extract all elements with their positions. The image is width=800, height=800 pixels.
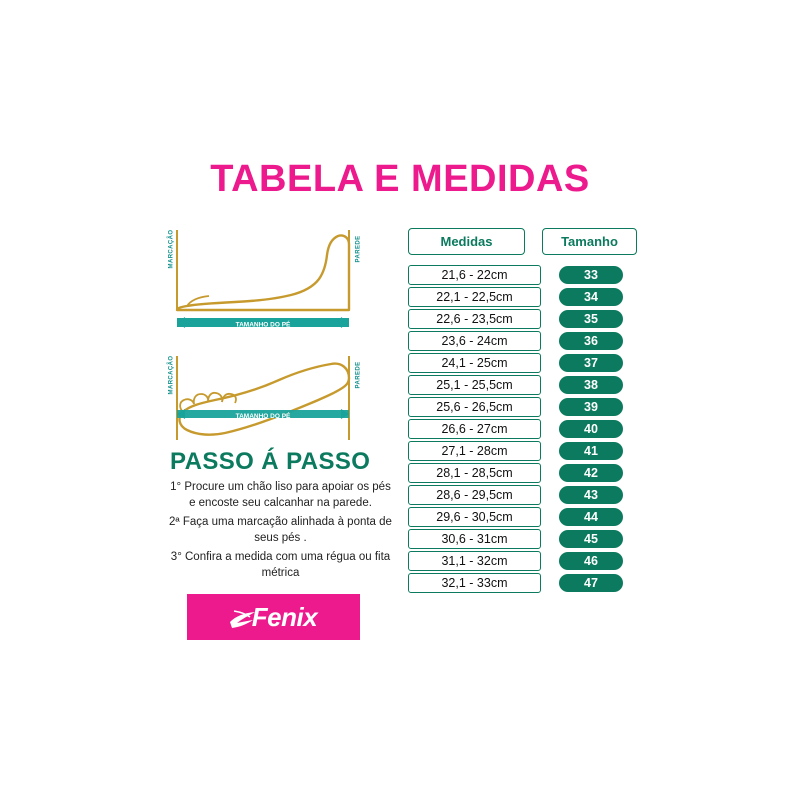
svg-text:TAMANHO DO PÉ: TAMANHO DO PÉ xyxy=(235,413,291,421)
cell-tamanho: 38 xyxy=(559,376,623,394)
svg-text:TAMANHO DO PÉ: TAMANHO DO PÉ xyxy=(235,321,291,329)
foot-diagram-top xyxy=(163,348,363,460)
cell-tamanho: 37 xyxy=(559,354,623,372)
cell-tamanho: 46 xyxy=(559,552,623,570)
cell-tamanho: 45 xyxy=(559,530,623,548)
passo-a-passo-heading: PASSO Á PASSO xyxy=(170,448,371,475)
table-row xyxy=(408,419,638,439)
passo-a-passo-list xyxy=(168,480,393,585)
table-row xyxy=(408,551,638,571)
marcacao-label-bottom: MARCAÇÃO xyxy=(168,355,175,395)
size-table xyxy=(408,228,638,595)
cell-medida: 22,1 - 22,5cm xyxy=(408,287,541,307)
table-row xyxy=(408,573,638,593)
passo-step-1 xyxy=(168,480,393,511)
cell-medida: 28,6 - 29,5cm xyxy=(408,485,541,505)
table-row xyxy=(408,287,638,307)
table-row xyxy=(408,309,638,329)
foot-side-svg xyxy=(163,222,363,334)
parede-label-top: PAREDE xyxy=(355,235,362,263)
table-header-medidas: Medidas xyxy=(408,228,525,255)
marcacao-label-top: MARCAÇÃO xyxy=(168,229,175,269)
passo-step-1-number: 1° xyxy=(170,481,182,493)
passo-step-1-text: Procure um chão liso para apoiar os pés e encoste seu calcanhar na parede. xyxy=(184,481,391,509)
cell-tamanho: 39 xyxy=(559,398,623,416)
passo-step-2-number: 2ª xyxy=(169,516,180,528)
cell-tamanho: 36 xyxy=(559,332,623,350)
table-header-row xyxy=(408,228,638,255)
page-title: TABELA E MEDIDAS xyxy=(210,158,590,200)
foot-diagram-side xyxy=(163,222,363,334)
brand-logo xyxy=(187,594,360,640)
cell-medida: 26,6 - 27cm xyxy=(408,419,541,439)
table-row xyxy=(408,331,638,351)
cell-tamanho: 33 xyxy=(559,266,623,284)
cell-medida: 29,6 - 30,5cm xyxy=(408,507,541,527)
cell-medida: 31,1 - 32cm xyxy=(408,551,541,571)
table-row xyxy=(408,265,638,285)
cell-medida: 22,6 - 23,5cm xyxy=(408,309,541,329)
cell-tamanho: 35 xyxy=(559,310,623,328)
cell-tamanho: 34 xyxy=(559,288,623,306)
cell-tamanho: 47 xyxy=(559,574,623,592)
cell-medida: 28,1 - 28,5cm xyxy=(408,463,541,483)
table-row xyxy=(408,485,638,505)
cell-medida: 27,1 - 28cm xyxy=(408,441,541,461)
table-row xyxy=(408,441,638,461)
table-row xyxy=(408,507,638,527)
cell-medida: 21,6 - 22cm xyxy=(408,265,541,285)
cell-medida: 24,1 - 25cm xyxy=(408,353,541,373)
table-row xyxy=(408,375,638,395)
passo-step-2-text: Faça uma marcação alinhada à ponta de seus pés . xyxy=(182,516,392,544)
cell-medida: 30,6 - 31cm xyxy=(408,529,541,549)
cell-medida: 25,6 - 26,5cm xyxy=(408,397,541,417)
cell-tamanho: 44 xyxy=(559,508,623,526)
passo-step-2 xyxy=(168,515,393,546)
cell-medida: 23,6 - 24cm xyxy=(408,331,541,351)
cell-medida: 32,1 - 33cm xyxy=(408,573,541,593)
cell-tamanho: 40 xyxy=(559,420,623,438)
instructions-column xyxy=(163,222,378,460)
cell-tamanho: 42 xyxy=(559,464,623,482)
phoenix-bird-icon xyxy=(228,606,258,632)
cell-tamanho: 41 xyxy=(559,442,623,460)
table-row xyxy=(408,353,638,373)
passo-step-3-text: Confira a medida com uma régua ou fita métrica xyxy=(185,551,391,579)
brand-logo-text: Fenix xyxy=(230,602,317,633)
cell-tamanho: 43 xyxy=(559,486,623,504)
table-header-tamanho: Tamanho xyxy=(542,228,637,255)
foot-top-svg xyxy=(163,348,363,460)
table-row xyxy=(408,529,638,549)
cell-medida: 25,1 - 25,5cm xyxy=(408,375,541,395)
table-row xyxy=(408,463,638,483)
passo-step-3 xyxy=(168,550,393,581)
parede-label-bottom: PAREDE xyxy=(355,361,362,389)
passo-step-3-number: 3° xyxy=(170,551,182,563)
table-row xyxy=(408,397,638,417)
